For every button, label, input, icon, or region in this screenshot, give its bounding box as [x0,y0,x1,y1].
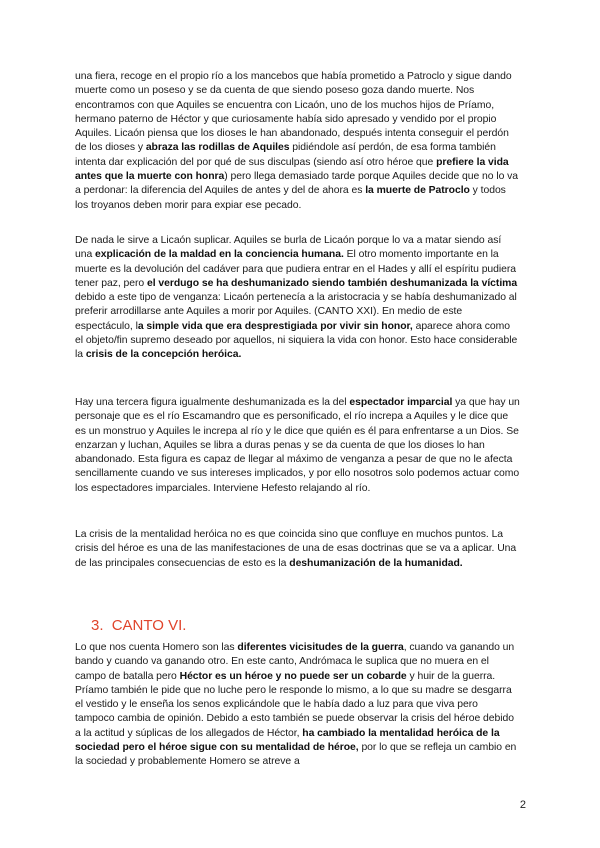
text-run: , cuando va ganando un bando y cuando va ganando otro. En este canto, Andrómaca le suplica que no muera en el campo de batalla pero [75,642,515,682]
bold-text-run: a simple vida que era desprestigiada por vivir sin honor, [137,320,413,332]
bold-text-run: la muerte de Patroclo [365,185,470,197]
bold-text-run: Héctor es un héroe y no puede ser un cobarde [179,670,407,682]
text-run: El otro momento importante en la muerte es la devolución del cadáver para que pudiera entrar en el Hades y allí el espíritu pudiera tener paz, pero [75,249,517,289]
bold-text-run: deshumanización de la humanidad. [289,557,463,569]
bold-text-run: diferentes vicisitudes de la guerra [237,642,404,653]
page-number: 2 [519,799,526,811]
text-run: ya que hay un personaje que es el río Escamandro que es personificado, el río increpa a Aquiles y le dice que es un monstruo y Aquiles le increpa al río y le dice que quién es él para enfrentarse a un Dios. Se enzarzan y luchan, Aquiles se libra a duras penas y se da cuenta de que los dioses lo han abandonado. Esta figura es capaz de llegar al máximo de venganza a pesar de que no le afecta sencillamente cuando ve sus intereses implicados, y por ello nosotros solo podemos actuar como los espectadores imparciales. Interviene Hefesto relajando al río. [75,397,520,494]
bold-text-run: crisis de la concepción heróica. [85,349,242,361]
paragraph-licaon [75,70,520,213]
text-run: ) pero llega demasiado tarde porque Aquiles decide que no lo va a perdonar: la diferencia del Aquiles de antes y del de ahora es [75,171,519,197]
text-run: De nada le sirve a Licaón suplicar. Aquiles se burla de Licaón porque lo va a matar siendo así una [75,235,502,261]
section-title: CANTO VI. [111,617,187,634]
text-run: y huir de la guerra. Príamo también le pide que no luche pero le responde lo mismo, a lo que su madre se desgarra el vestido y le enseña los senos explicándole que le había dado a luz para que viva pero tampoco cambia de opinión. Debido a esto también se puede observar la crisis del héroe debido a la actitud y súplicas de los allegados de Héctor, [75,670,514,739]
paragraph-espectador [75,396,520,496]
paragraph-crisis-heroica [75,528,520,571]
text-run: por lo que se refleja un cambio en la sociedad y probablemente Homero se atreve a [75,742,517,768]
bold-text-run: el verdugo se ha deshumanizado siendo también deshumanizada la víctima [146,277,518,289]
section-number: 3. [91,617,104,634]
bold-text-run: prefiere la vida antes que la muerte con honra [75,156,509,183]
bold-text-run: espectador imparcial [349,397,453,408]
text-run: La crisis de la mentalidad heróica no es que coincida sino que confluye en muchos puntos. La crisis del héroe es una de las manifestaciones de una de esas doctrinas que se va a aplicar. Una de las principales consecuencias de esto es la [75,529,517,569]
text-run: debido a este tipo de venganza: Licaón pertenecía a la aristocracia y se había deshumanizado al preferir arrodillarse ante Aquiles a morir por Aquiles. (CANTO XXI). En medio de este espectáculo, l [75,292,517,332]
section-heading-canto-vi [75,617,186,635]
paragraph-canto-vi [75,641,520,770]
text-run: una fiera, recoge en el propio río a los mancebos que había prometido a Patroclo y sigue dando muerte como un poseso y se da cuenta de que siendo poseso goza dando muerte. Nos encontramos con que Aquiles se encuentra con Licaón, uno de los muchos hijos de Príamo, hermano paterno de Héctor y que curiosamente había sido apresado y vendido por el propio Aquiles. Licaón piensa que los dioses le han abandonado, después intenta conseguir el perdón de los dioses y [75,71,512,154]
text-run: pidiéndole así perdón, de esa forma también intenta dar explicación del por qué de sus disculpas (siendo así otro héroe que [75,142,496,168]
text-run: Hay una tercera figura igualmente deshumanizada es la del [75,397,350,408]
text-run: Lo que nos cuenta Homero son las [75,642,238,653]
paragraph-suplica [75,234,520,363]
bold-text-run: explicación de la maldad en la conciencia humana. [95,249,344,261]
bold-text-run: abraza las rodillas de Aquiles [145,142,290,154]
text-run: aparece ahora como el objeto/fin supremo deseado por aquellos, ni siquiera la vida con honor. Esto hace considerable la [75,320,518,361]
text-run: y todos los troyanos deben morir para expiar ese pecado. [75,185,506,211]
bold-text-run: ha cambiado la mentalidad heróica de la sociedad pero el héroe sigue con su mentalidad de héroe, [75,727,500,754]
